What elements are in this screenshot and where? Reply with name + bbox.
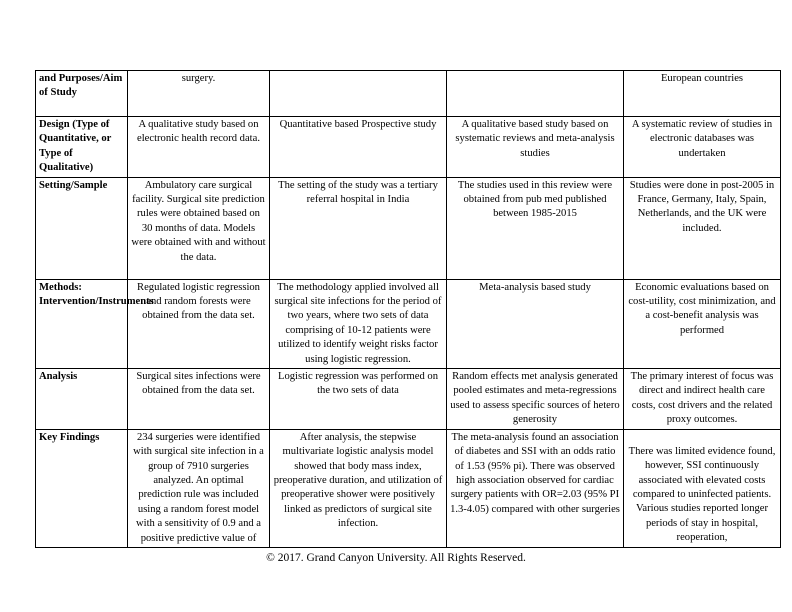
table-row xyxy=(36,429,781,547)
row-label: and Purposes/Aim of Study xyxy=(36,71,128,117)
table-cell: There was limited evidence found, however, SSI continuously associated with elevated costs compared to uninfected patients. Various studies reported longer periods of stay in hospital, reoperation, xyxy=(624,429,781,547)
table-cell: A qualitative study based on electronic health record data. xyxy=(128,117,270,178)
literature-evaluation-table xyxy=(35,70,781,548)
table-cell: Quantitative based Prospective study xyxy=(270,117,447,178)
table-cell xyxy=(270,71,447,117)
table-cell: Meta-analysis based study xyxy=(447,279,624,368)
table-row xyxy=(36,177,781,279)
table-cell: Random effects met analysis generated pooled estimates and meta-regressions used to assess specific sources of hetero generosity xyxy=(447,369,624,430)
table-cell: European countries xyxy=(624,71,781,117)
row-label: Methods: Intervention/Instruments xyxy=(36,279,128,368)
table-cell: Economic evaluations based on cost-utility, cost minimization, and a cost-benefit analysis was performed xyxy=(624,279,781,368)
table-cell: After analysis, the stepwise multivariate logistic analysis model showed that body mass index, preoperative duration, and utilization of preoperative shower were positively linked as predictors of surgical site infection. xyxy=(270,429,447,547)
table-row xyxy=(36,117,781,178)
table-row xyxy=(36,71,781,117)
table-cell: The meta-analysis found an association of diabetes and SSI with an odds ratio of 1.53 (95% pi). There was observed high association observed for cardiac surgery patients with OR=2.03 (95% PI 1.3-4.05) compared with other surgeries xyxy=(447,429,624,547)
table-cell: Regulated logistic regression and random forests were obtained from the data set. xyxy=(128,279,270,368)
table-row xyxy=(36,369,781,430)
table-cell: surgery. xyxy=(128,71,270,117)
table-cell: A qualitative based study based on systematic reviews and meta-analysis studies xyxy=(447,117,624,178)
table-cell: Surgical sites infections were obtained from the data set. xyxy=(128,369,270,430)
row-label: Analysis xyxy=(36,369,128,430)
table-cell: The methodology applied involved all surgical site infections for the period of two years, where two sets of data comprising of 10-12 patients were utilized to identify weight risks factor using logistic regression. xyxy=(270,279,447,368)
table-cell: Logistic regression was performed on the two sets of data xyxy=(270,369,447,430)
table-cell: Ambulatory care surgical facility. Surgical site prediction rules were obtained based on 30 months of data. Models were obtained with and without the data. xyxy=(128,177,270,279)
table-cell: 234 surgeries were identified with surgical site infection in a group of 7910 surgeries analyzed. An optimal prediction rule was included using a random forest model with a sensitivity of 0.9 and a positive predictive value of xyxy=(128,429,270,547)
table-cell: A systematic review of studies in electronic databases was undertaken xyxy=(624,117,781,178)
table-cell xyxy=(447,71,624,117)
table-cell: Studies were done in post-2005 in France, Germany, Italy, Spain, Netherlands, and the UK were included. xyxy=(624,177,781,279)
table-cell: The primary interest of focus was direct and indirect health care costs, cost drivers and the related proxy outcomes. xyxy=(624,369,781,430)
row-label: Setting/Sample xyxy=(36,177,128,279)
table-cell: The setting of the study was a tertiary referral hospital in India xyxy=(270,177,447,279)
row-label: Design (Type of Quantitative, or Type of Qualitative) xyxy=(36,117,128,178)
table-row xyxy=(36,279,781,368)
copyright-footer: © 2017. Grand Canyon University. All Rights Reserved. xyxy=(266,552,526,564)
table-cell: The studies used in this review were obtained from pub med published between 1985-2015 xyxy=(447,177,624,279)
row-label: Key Findings xyxy=(36,429,128,547)
